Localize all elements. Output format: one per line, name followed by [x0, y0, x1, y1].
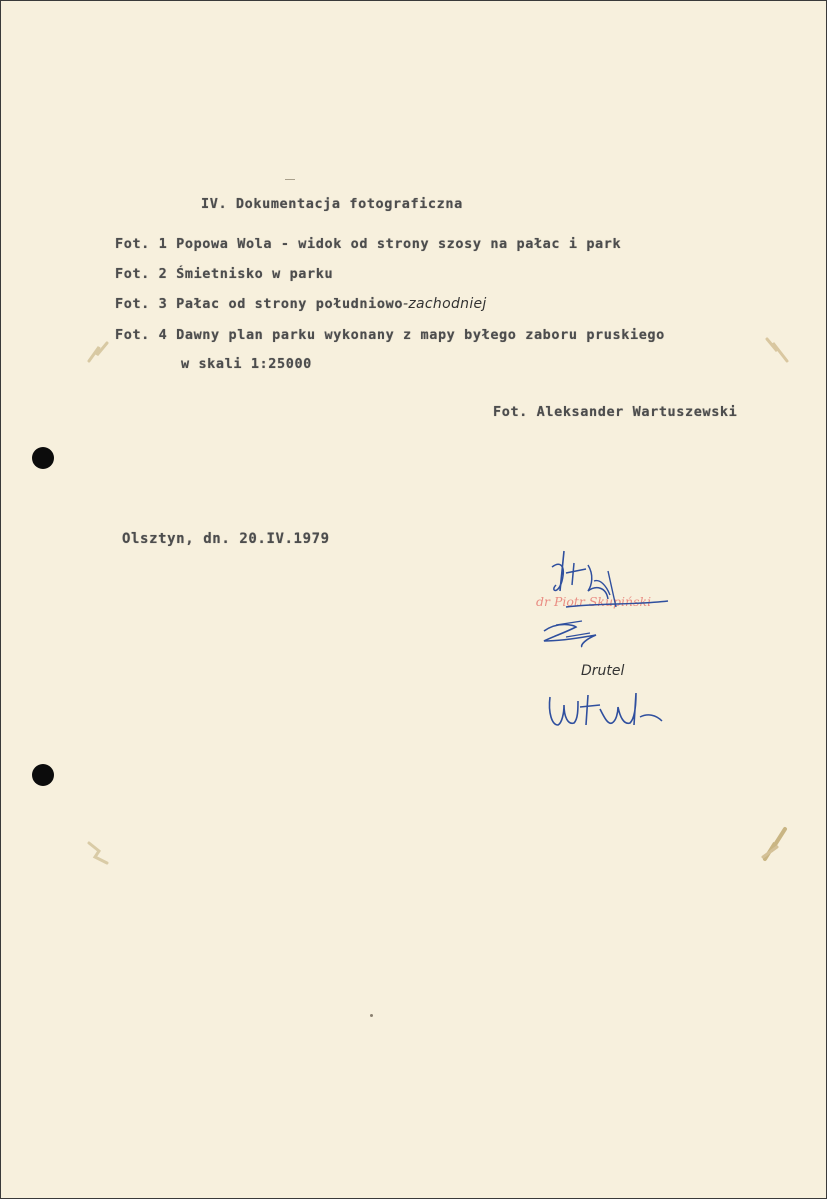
place-date: Olsztyn, dn. 20.IV.1979 — [122, 531, 330, 547]
photo-number: 1 — [158, 236, 168, 252]
photo-number: 2 — [158, 266, 168, 282]
photo-description: Śmietnisko w parku — [176, 266, 334, 282]
photo-label: Fot. — [115, 327, 150, 343]
handwritten-addition: -zachodniej — [403, 296, 487, 312]
photo-item-3 — [115, 296, 487, 312]
photo-label: Fot. — [115, 296, 150, 312]
photo-number: 4 — [158, 327, 168, 343]
photo-description: Pałac od strony południowo — [176, 296, 404, 312]
section-heading: IV. Dokumentacja fotograficzna — [201, 196, 463, 212]
paper-mark — [85, 337, 113, 365]
paper-mark — [763, 333, 793, 367]
photo-number: 3 — [158, 296, 168, 312]
signature-mark — [544, 687, 668, 733]
paper-speck — [370, 1014, 373, 1017]
paper-mark — [757, 823, 791, 863]
photo-item-1 — [115, 236, 621, 252]
photo-label: Fot. — [115, 266, 150, 282]
paper-speck — [285, 179, 295, 180]
photo-description: Dawny plan parku wykonany z mapy byłego zaboru pruskiego — [176, 327, 665, 343]
photo-label: Fot. — [115, 236, 150, 252]
punch-hole — [32, 447, 54, 469]
paper-mark — [83, 837, 113, 867]
photo-description: Popowa Wola - widok od strony szosy na pałac i park — [176, 236, 622, 252]
punch-hole — [32, 764, 54, 786]
signature-mark — [536, 541, 676, 661]
name-stamp: dr Piotr Skupiński — [536, 594, 652, 609]
photographer-credit: Fot. Aleksander Wartuszewski — [493, 404, 738, 420]
photo-item-2 — [115, 266, 333, 282]
photo-item-4-continuation: w skali 1:25000 — [181, 356, 312, 372]
photo-item-4 — [115, 327, 665, 343]
handwritten-name: Drutel — [581, 663, 625, 679]
